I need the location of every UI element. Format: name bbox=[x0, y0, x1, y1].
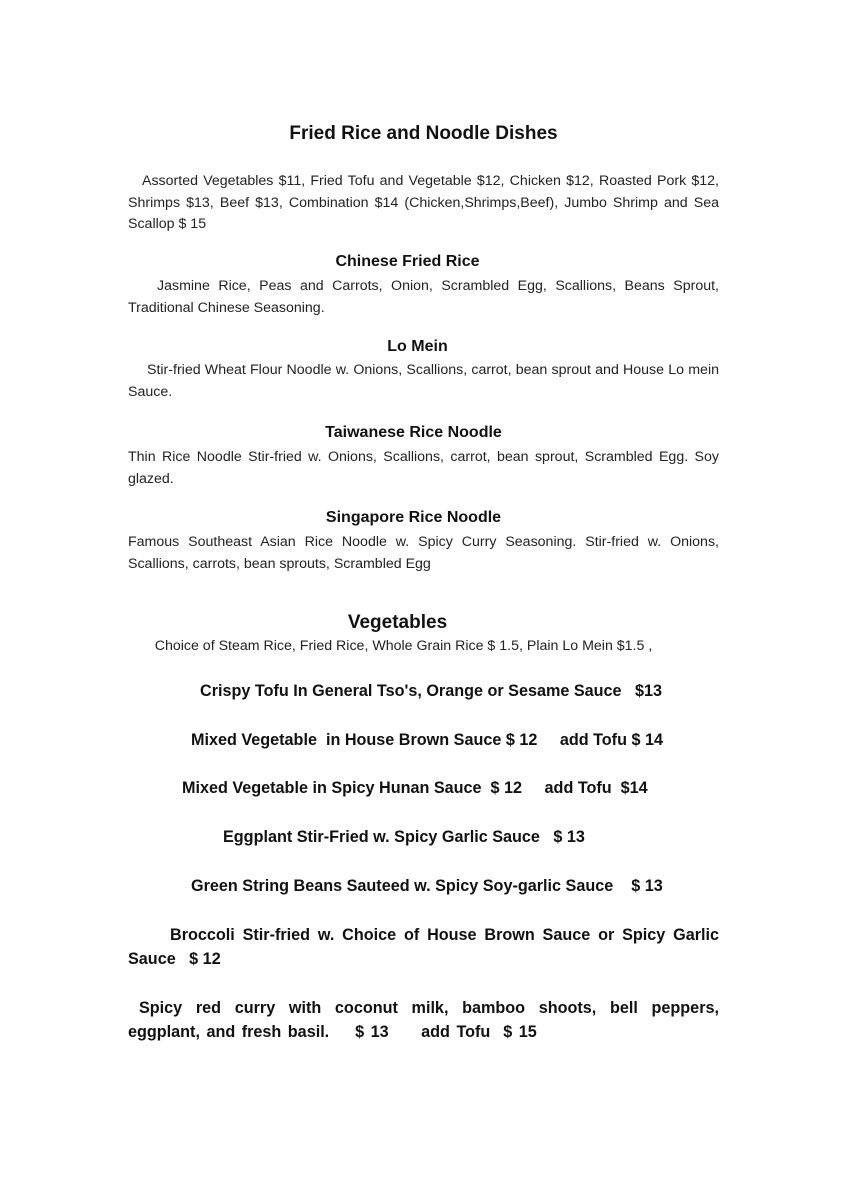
protein-price-list: Assorted Vegetables $11, Fried Tofu and Vegetable $12, Chicken $12, Roasted Pork $12, Shrimps $13, Beef $13, Combination $14 (Chicken,Shrimps,Beef), Jumbo Shrimp and Sea Scallop $ 15 bbox=[128, 173, 719, 232]
section-title-vegetables: Vegetables bbox=[347, 612, 448, 633]
dish-description-chinese-fried-rice: Jasmine Rice, Peas and Carrots, Onion, Scrambled Egg, Scallions, Beans Sprout, Traditional Chinese Seasoning. bbox=[128, 278, 719, 316]
veg-item-mixed-vegetable-brown-sauce: Mixed Vegetable in House Brown Sauce $ 12 add Tofu $ 14 bbox=[191, 731, 663, 749]
veg-item-red-curry: Spicy red curry with coconut milk, bamboo shoots, bell peppers, eggplant, and fresh basil. $ 13 add Tofu $ 15 bbox=[128, 999, 726, 1041]
veg-item-mixed-vegetable-hunan-sauce: Mixed Vegetable in Spicy Hunan Sauce $ 12 add Tofu $14 bbox=[182, 779, 648, 797]
veg-item-green-string-beans: Green String Beans Sauteed w. Spicy Soy-garlic Sauce $ 13 bbox=[191, 877, 663, 895]
dish-title-taiwanese-rice-noodle: Taiwanese Rice Noodle bbox=[325, 424, 502, 441]
veg-item-broccoli: Broccoli Stir-fried w. Choice of House Brown Sauce or Spicy Garlic Sauce $ 12 bbox=[128, 926, 724, 968]
dish-title-lo-mein: Lo Mein bbox=[387, 338, 448, 355]
dish-description-singapore-rice-noodle: Famous Southeast Asian Rice Noodle w. Spicy Curry Seasoning. Stir-fried w. Onions, Scallions, carrots, bean sprouts, Scrambled Egg bbox=[128, 534, 719, 572]
dish-title-singapore-rice-noodle: Singapore Rice Noodle bbox=[325, 509, 502, 526]
rice-choice-note: Choice of Steam Rice, Fried Rice, Whole Grain Rice $ 1.5, Plain Lo Mein $1.5 , bbox=[154, 638, 653, 654]
veg-item-eggplant: Eggplant Stir-Fried w. Spicy Garlic Sauce $ 13 bbox=[223, 828, 585, 846]
dish-description-lo-mein: Stir-fried Wheat Flour Noodle w. Onions, Scallions, carrot, bean sprout and House Lo mein Sauce. bbox=[128, 362, 719, 400]
dish-description-taiwanese-rice-noodle: Thin Rice Noodle Stir-fried w. Onions, Scallions, carrot, bean sprout, Scrambled Egg. Soy glazed. bbox=[128, 449, 719, 487]
dish-title-chinese-fried-rice: Chinese Fried Rice bbox=[335, 253, 480, 270]
veg-item-crispy-tofu: Crispy Tofu In General Tso's, Orange or Sesame Sauce $13 bbox=[200, 682, 663, 700]
section-title-fried-rice-noodles: Fried Rice and Noodle Dishes bbox=[289, 123, 558, 144]
